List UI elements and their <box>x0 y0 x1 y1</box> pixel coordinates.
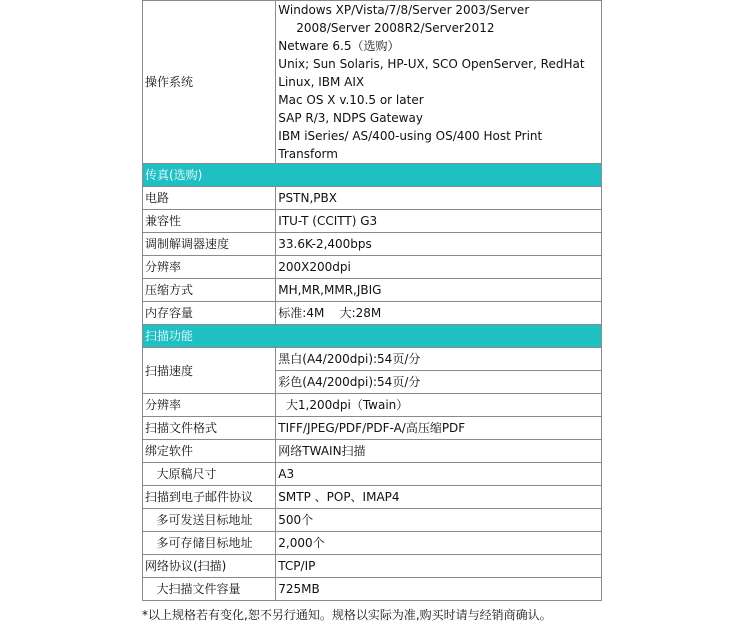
table-row <box>143 417 602 440</box>
os-line: Unix; Sun Solaris, HP-UX, SCO OpenServer, RedHat <box>278 57 585 71</box>
table-row <box>143 394 602 417</box>
row-value: TCP/IP <box>276 555 602 578</box>
row-value: ITU-T (CCITT) G3 <box>276 210 602 233</box>
spec-table <box>142 0 602 601</box>
fax-section-header <box>143 164 602 187</box>
row-label: 大原稿尺寸 <box>143 463 276 486</box>
row-label: 大扫描文件容量 <box>143 578 276 601</box>
row-label: 扫描到电子邮件协议 <box>143 486 276 509</box>
row-value: 标准:4M 大:28M <box>276 302 602 325</box>
row-value: SMTP 、POP、IMAP4 <box>276 486 602 509</box>
table-row <box>143 256 602 279</box>
table-row <box>143 532 602 555</box>
row-label: 内存容量 <box>143 302 276 325</box>
os-line: Transform <box>278 147 338 161</box>
table-row <box>143 210 602 233</box>
row-value: TIFF/JPEG/PDF/PDF-A/高压缩PDF <box>276 417 602 440</box>
os-line: Mac OS X v.10.5 or later <box>278 93 424 107</box>
scan-section-title: 扫描功能 <box>143 325 602 348</box>
table-row <box>143 578 602 601</box>
row-label: 多可发送目标地址 <box>143 509 276 532</box>
row-value: 200X200dpi <box>276 256 602 279</box>
os-label: 操作系统 <box>143 1 276 164</box>
row-label: 绑定软件 <box>143 440 276 463</box>
table-row <box>143 440 602 463</box>
os-line: SAP R/3, NDPS Gateway <box>278 111 423 125</box>
os-line: 2008/Server 2008R2/Server2012 <box>296 21 495 35</box>
row-label: 兼容性 <box>143 210 276 233</box>
row-label: 电路 <box>143 187 276 210</box>
row-value: A3 <box>276 463 602 486</box>
os-value <box>276 1 602 164</box>
table-row <box>143 302 602 325</box>
scan-speed-color: 彩色(A4/200dpi):54页/分 <box>276 371 602 394</box>
table-row <box>143 233 602 256</box>
scan-section-header <box>143 325 602 348</box>
row-label: 压缩方式 <box>143 279 276 302</box>
table-row <box>143 187 602 210</box>
row-value: PSTN,PBX <box>276 187 602 210</box>
os-line: Windows XP/Vista/7/8/Server 2003/Server <box>278 3 530 17</box>
os-line: Linux, IBM AIX <box>278 75 365 89</box>
row-value: 500个 <box>276 509 602 532</box>
row-label: 调制解调器速度 <box>143 233 276 256</box>
row-value: 大1,200dpi（Twain） <box>276 394 602 417</box>
row-label: 网络协议(扫描) <box>143 555 276 578</box>
row-value: MH,MR,MMR,JBIG <box>276 279 602 302</box>
row-value: 725MB <box>276 578 602 601</box>
table-row <box>143 348 602 371</box>
fax-section-title: 传真(选购) <box>143 164 602 187</box>
os-line: IBM iSeries/ AS/400-using OS/400 Host Print <box>278 129 543 143</box>
row-value: 网络TWAIN扫描 <box>276 440 602 463</box>
row-label: 多可存储目标地址 <box>143 532 276 555</box>
footnote: *以上规格若有变化,恕不另行通知。规格以实际为准,购买时请与经销商确认。 <box>142 608 552 622</box>
table-row <box>143 279 602 302</box>
scan-speed-bw: 黑白(A4/200dpi):54页/分 <box>276 348 602 371</box>
scan-speed-label: 扫描速度 <box>143 348 276 394</box>
os-line: Netware 6.5（选购） <box>278 39 400 53</box>
row-label: 分辨率 <box>143 394 276 417</box>
table-row <box>143 509 602 532</box>
row-value: 2,000个 <box>276 532 602 555</box>
os-row <box>143 1 602 164</box>
row-label: 扫描文件格式 <box>143 417 276 440</box>
row-value: 33.6K-2,400bps <box>276 233 602 256</box>
table-row <box>143 486 602 509</box>
row-label: 分辨率 <box>143 256 276 279</box>
table-row <box>143 555 602 578</box>
table-row <box>143 463 602 486</box>
